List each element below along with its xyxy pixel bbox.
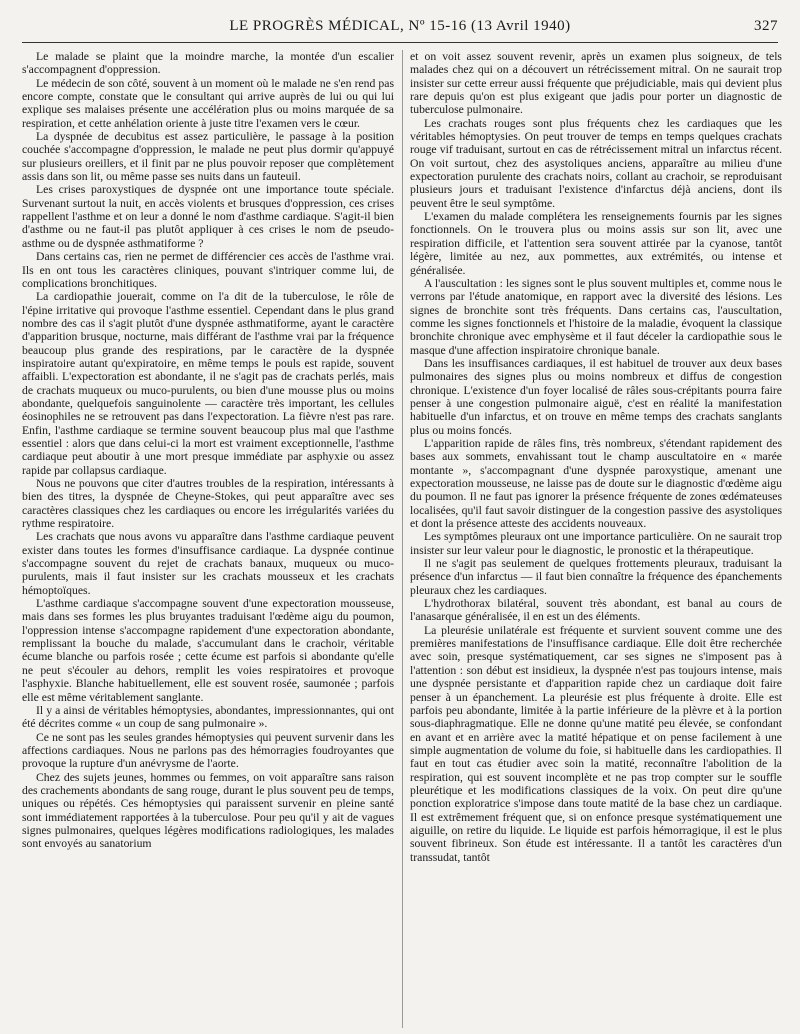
paragraph: Chez des sujets jeunes, hommes ou femmes, on voit apparaître sans raison des crachements abondants de sang rouge, durant le plus souvent peu de temps, uniques ou répétés. Ces hémoptysies qui paraissent survenir en pleine santé sont immédiatement rapportées à la tuberculose. Pour peu qu'il y ait de vagues signes pulmonaires, quelques légères modifications radiologiques, les malades sont envoyés au sanatorium: [22, 770, 394, 851]
paragraph: Les symptômes pleuraux ont une importance particulière. On ne saurait trop insister sur leur valeur pour le diagnostic, le pronostic et la thérapeutique.: [410, 530, 782, 557]
header-rule: [22, 42, 778, 43]
paragraph: La cardiopathie jouerait, comme on l'a dit de la tuberculose, le rôle de l'épine irritative qui provoque l'asthme essentiel. Cependant dans le plus grand nombre des cas il s'agit plutôt d'une dyspnée asthmatiforme, ayant le caractère d'apparition brusque, nocturne, mais différant de l'asthme vrai par la fréquence beaucoup plus grande des respirations, par le caractère de la dyspnée inspiratoire autant qu'expiratoire, en même temps le pouls est rapide, souvent affaibli. L'expectoration est abondante, il ne s'agit pas de crachats perlés, mais de crachats muqueux ou muco-purulents, ou bien d'une mousse plus ou moins abondante, quelquefois sanguinolente — caractère très important, les cellules éosinophiles ne se retrouvent pas dans l'expectoration. La fièvre n'est pas rare. Enfin, l'asthme cardiaque se termine souvent beaucoup plus mal que l'asthme essentiel : alors que dans celui-ci la mort est vraiment exceptionnelle, l'asthme cardiaque peut aboutir à une mort presque immédiate par asphyxie ou assez rapide par collapsus cardiaque.: [22, 290, 394, 477]
paragraph: L'examen du malade complétera les renseignements fournis par les signes fonctionnels. On le trouvera plus ou moins assis sur son lit, avec une respiration difficile, et l'attention sera souvent attirée par la cyanose, tantôt légère, limitée au nez, aux pommettes, aux extrémités, ou intense et généralisée.: [410, 210, 782, 277]
paragraph: Nous ne pouvons que citer d'autres troubles de la respiration, intéressants à bien des titres, la dyspnée de Cheyne-Stokes, qui peut apparaître avec ses caractères classiques chez les cardiaques ou encore les irrégularités variées du rythme respiratoire.: [22, 477, 394, 531]
paragraph: et on voit assez souvent revenir, après un examen plus soigneux, de tels malades chez qui on a découvert un rétrécissement mitral. On ne saurait trop insister sur cette erreur aussi fréquente que préjudiciable, mais qui devient plus rare depuis qu'on est plus exigeant que jadis pour porter un diagnostic de tuberculose pulmonaire.: [410, 50, 782, 117]
paragraph: Le malade se plaint que la moindre marche, la montée d'un escalier s'accompagnent d'oppression.: [22, 50, 394, 77]
paragraph: L'asthme cardiaque s'accompagne souvent d'une expectoration mousseuse, mais dans ses formes les plus bruyantes traduisant l'œdème aigu du poumon, l'oppression intense s'accompagne rapidement d'une expectoration abondante, remplissant la bouche du malade, s'accumulant dans le crachoir, véritable écume blanche ou parfois rosée ; cette écume est parfois si abondante qu'elle ne peut s'écouler au dehors, remplit les voies respiratoires et provoque l'asphyxie. Blanche habituellement, elle est souvent rosée, saumonée ; parfois elle est même véritablement sanglante.: [22, 597, 394, 704]
paragraph: A l'auscultation : les signes sont le plus souvent multiples et, comme nous le verrons par l'étude anatomique, en rapport avec la diversité des lésions. Les signes de bronchite sont très fréquents. Dans certains cas, l'auscultation, comme les signes fonctionnels et l'histoire de la maladie, évoquent la classique bronchite chronique avec emphysème et il faut déceler la cardiopathie sous le masque d'une affection inspiratoire chronique banale.: [410, 276, 782, 357]
left-column: [22, 50, 394, 1028]
paragraph: Dans les insuffisances cardiaques, il est habituel de trouver aux deux bases pulmonaires des signes plus ou moins nombreux et diffus de congestion chronique. L'existence d'un foyer localisé de râles sous-crépitants pourra faire penser à une congestion pulmonaire aiguë, c'est en réalité la manifestation habituelle d'un infarctus, et on trouve en même temps des crachats sanglants plus ou moins foncés.: [410, 356, 782, 437]
paragraph: Dans certains cas, rien ne permet de différencier ces accès de l'asthme vrai. Ils en ont tous les caractères cliniques, pouvant s'intriquer comme lui, de complications bronchitiques.: [22, 250, 394, 290]
paragraph: L'apparition rapide de râles fins, très nombreux, s'étendant rapidement des bases aux sommets, envahissant tout le champ auscultatoire en « marée montante », s'accompagnant d'une dyspnée paroxystique, amenant une expectoration mousseuse, ne laisse pas de doute sur le diagnostic d'œdème aigu du poumon. Il ne faut pas ignorer la présence fréquente de zones œdémateuses localisées, qu'il faut savoir distinguer de la congestion passive des asystoliques et dont la présence atteste des accidents nouveaux.: [410, 436, 782, 531]
paragraph: La dyspnée de decubitus est assez particulière, le passage à la position couchée s'accompagne d'oppression, le malade ne peut plus dormir qu'appuyé sur plusieurs oreillers, et il finit par ne plus pouvoir reposer que complètement assis dans son lit, ou même passe ses nuits dans un fauteuil.: [22, 130, 394, 184]
text-columns: [22, 50, 782, 1028]
paragraph: Les crachats rouges sont plus fréquents chez les cardiaques que les véritables hémoptysies. On peut trouver de temps en temps quelques crachats rouge vif traduisant, surtout en cas de rétrécissement mitral un infarctus récent. On voit surtout, chez des asystoliques anciens, apparaître au milieu d'une expectoration purulente des crachats noirs, collant au crachoir, se reproduisant plusieurs jours et traduisant l'existence d'infarctus déjà anciens, dont ils peuvent être le seul symptôme.: [410, 116, 782, 210]
running-header: [22, 18, 778, 42]
paragraph: Il ne s'agit pas seulement de quelques frottements pleuraux, traduisant la présence d'un infarctus — il faut bien connaître la fréquence des épanchements pleuraux chez les cardiaques.: [410, 557, 782, 597]
paragraph: La pleurésie unilatérale est fréquente et survient souvent comme une des premières manifestations de l'insuffisance cardiaque. Elle doit être recherchée avec soin, presque systématiquement, car ses signes ne s'imposent pas à l'attention : son début est insidieux, la dyspnée n'est pas toujours intense, mais une dyspnée persistante et d'apparition rapide chez un cardiaque doit faire penser à un épanchement. La pleurésie est plus fréquente à droite. Elle est parfois peu abondante, limitée à la partie inférieure de la plèvre et à la portion sous-diaphragmatique. Elle ne donne qu'une matité peu élevée, se confondant en avant et en arrière avec la matité hépatique et on pense facilement à une simple augmentation de volume du foie, si habituelle dans les cardiopathies. Il faut en tout cas étudier avec soin la matité, reconnaître l'abolition de la respiration, qui est souvent incomplète et ne pas trop compter sur le souffle pleurétique et les modifications classiques de la voix. On peut dire qu'une ponction exploratrice s'impose dans toute matité de la base chez un cardiaque. Il est extrêmement fréquent que, si on enfonce presque systématiquement une aiguille, on retire du liquide. Le liquide est parfois hémorragique, il est le plus souvent fibrineux. Son étude est intéressante. Il a tantôt les caractères d'un transsudat, tantôt: [410, 623, 782, 864]
paragraph: Les crises paroxystiques de dyspnée ont une importance toute spéciale. Survenant surtout la nuit, en accès violents et brusques d'oppression, ces crises rappellent l'asthme et on leur a donné le nom d'asthme cardiaque. S'agit-il bien d'asthme ou ne faut-il pas plutôt appliquer à ces crises le nom de pseudo-asthme ou de dyspnée asthmatiforme ?: [22, 183, 394, 250]
paragraph: Ce ne sont pas les seules grandes hémoptysies qui peuvent survenir dans les affections cardiaques. Nous ne parlons pas des hémorragies foudroyantes que provoque la rupture d'un anévrysme de l'aorte.: [22, 730, 394, 771]
paragraph: L'hydrothorax bilatéral, souvent très abondant, est banal au cours de l'anasarque généralisée, il en est un des éléments.: [410, 597, 782, 624]
paragraph: Les crachats que nous avons vu apparaître dans l'asthme cardiaque peuvent exister dans toutes les formes d'insuffisance cardiaque. La dyspnée continue s'accompagne souvent du rejet de crachats banaux, muqueux ou muco-purulents, mais il faut insister sur les crachats mousseux et les crachats hémoptoïques.: [22, 530, 394, 597]
page-number: 327: [754, 18, 778, 34]
column-divider: [402, 50, 403, 1028]
paragraph: Le médecin de son côté, souvent à un moment où le malade ne s'en rend pas encore compte, constate que le consultant qui arrive auprès de lui ou qui lui explique ses malaises présente une accélération plus ou moins marquée de sa respiration, et cette anhélation oriente à juste titre l'examen vers le cœur.: [22, 76, 394, 130]
journal-title: LE PROGRÈS MÉDICAL, Nº 15-16 (13 Avril 1940): [229, 18, 571, 34]
right-column: [410, 50, 782, 1028]
paragraph: Il y a ainsi de véritables hémoptysies, abondantes, impressionnantes, qui ont été décrites comme « un coup de sang pulmonaire ».: [22, 703, 394, 731]
